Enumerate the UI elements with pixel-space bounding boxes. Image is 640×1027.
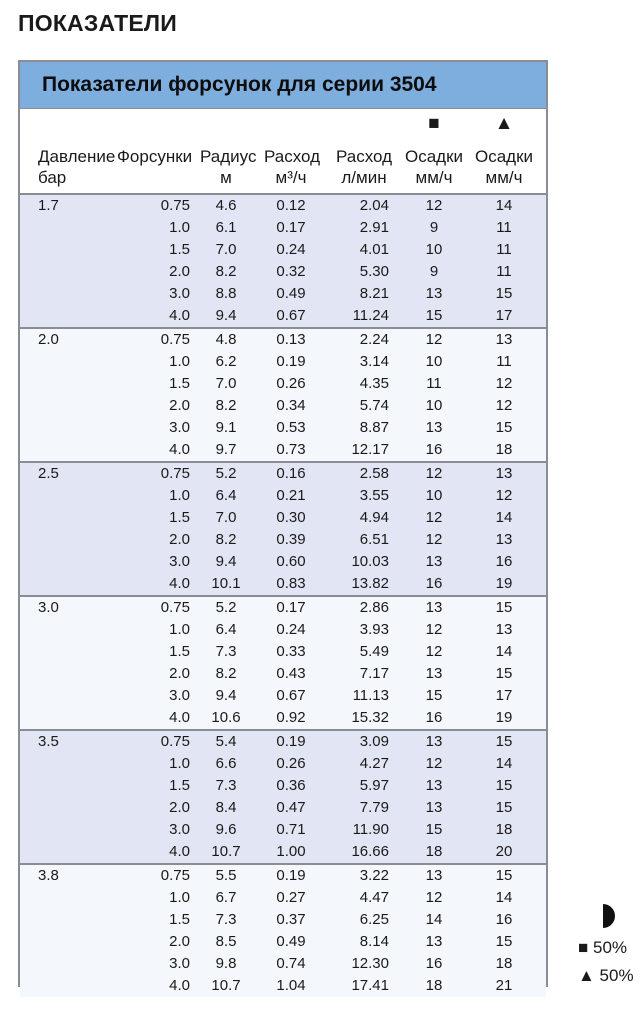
nozzle-performance-table <box>18 60 548 994</box>
cell-flow-l: 11.90 <box>352 821 389 838</box>
cell-nozzle: 1.0 <box>169 621 190 638</box>
cell-precip-square: 13 <box>425 285 443 302</box>
cell-flow-m3: 0.92 <box>276 709 306 726</box>
cell-nozzle: 3.0 <box>169 285 190 302</box>
cell-precip-square: 13 <box>425 419 443 436</box>
cell-flow-m3: 0.17 <box>276 219 306 236</box>
cell-precip-triangle: 13 <box>495 331 513 348</box>
header-flow-m3 <box>264 146 321 188</box>
cell-radius: 8.4 <box>215 799 237 816</box>
cell-precip-square: 18 <box>425 977 443 994</box>
header-radius-label: Радиус <box>200 147 257 166</box>
cell-nozzle: 1.0 <box>169 353 190 370</box>
cell-flow-m3: 1.04 <box>276 977 306 994</box>
table-row <box>20 975 546 997</box>
cell-flow-m3: 0.74 <box>276 955 306 972</box>
cell-precip-square: 15 <box>425 307 443 324</box>
cell-radius: 5.4 <box>215 733 237 750</box>
cell-nozzle: 2.0 <box>169 665 190 682</box>
cell-nozzle: 1.0 <box>169 487 190 504</box>
cell-nozzle: 1.5 <box>169 241 190 258</box>
header-precip-square-label: Осадки <box>404 147 464 166</box>
cell-flow-l: 5.97 <box>359 777 389 794</box>
cell-nozzle: 0.75 <box>160 331 190 348</box>
table-title: Показатели форсунок для серии 3504 <box>20 62 546 109</box>
cell-flow-m3: 0.26 <box>276 755 306 772</box>
cell-precip-triangle: 17 <box>495 687 513 704</box>
cell-flow-m3: 0.32 <box>276 263 306 280</box>
cell-flow-m3: 0.67 <box>276 687 306 704</box>
cell-flow-l: 4.01 <box>359 241 389 258</box>
cell-precip-square: 9 <box>429 219 439 236</box>
cell-flow-l: 13.82 <box>351 575 389 592</box>
cell-nozzle: 1.5 <box>169 375 190 392</box>
cell-precip-triangle: 18 <box>495 441 513 458</box>
half-circle-icon <box>603 904 615 928</box>
cell-precip-square: 10 <box>425 487 443 504</box>
cell-precip-triangle: 11 <box>496 241 512 258</box>
cell-radius: 6.1 <box>215 219 237 236</box>
cell-precip-triangle: 18 <box>495 955 513 972</box>
cell-radius: 9.7 <box>215 441 237 458</box>
triangle-spacing-icon: ▲ <box>494 113 514 134</box>
cell-radius: 6.4 <box>215 487 237 504</box>
cell-precip-triangle: 11 <box>496 263 512 280</box>
cell-flow-l: 8.14 <box>359 933 389 950</box>
cell-flow-m3: 0.16 <box>276 465 306 482</box>
cell-nozzle: 1.0 <box>169 219 190 236</box>
header-pressure <box>38 146 115 188</box>
header-precip-triangle-label: Осадки <box>474 147 534 166</box>
cell-flow-l: 3.09 <box>359 733 389 750</box>
cell-nozzle: 3.0 <box>169 687 190 704</box>
cell-precip-triangle: 15 <box>495 599 513 616</box>
page-title: ПОКАЗАТЕЛИ <box>18 10 178 36</box>
cell-precip-triangle: 13 <box>495 621 513 638</box>
cell-radius: 8.2 <box>215 397 237 414</box>
cell-precip-triangle: 15 <box>495 733 513 750</box>
cell-precip-triangle: 13 <box>495 465 513 482</box>
table-row <box>20 305 546 327</box>
table-row <box>20 217 546 239</box>
table-row <box>20 797 546 819</box>
cell-flow-l: 8.21 <box>359 285 389 302</box>
cell-nozzle: 2.0 <box>169 397 190 414</box>
cell-radius: 5.5 <box>215 867 237 884</box>
cell-radius: 6.6 <box>215 755 237 772</box>
cell-precip-triangle: 16 <box>495 911 513 928</box>
cell-flow-m3: 0.24 <box>276 621 306 638</box>
cell-flow-m3: 0.39 <box>276 531 306 548</box>
cell-radius: 9.4 <box>215 553 237 570</box>
square-spacing-icon: ■ <box>428 113 440 134</box>
cell-flow-l: 2.04 <box>359 197 389 214</box>
cell-radius: 6.2 <box>215 353 237 370</box>
cell-precip-square: 18 <box>425 843 443 860</box>
cell-flow-l: 11.24 <box>352 307 389 324</box>
cell-precip-triangle: 18 <box>495 821 513 838</box>
cell-nozzle: 1.0 <box>169 755 190 772</box>
table-row <box>20 239 546 261</box>
cell-precip-square: 9 <box>429 263 439 280</box>
cell-pressure: 3.0 <box>38 599 59 616</box>
cell-precip-square: 12 <box>425 643 443 660</box>
cell-precip-triangle: 15 <box>495 867 513 884</box>
cell-radius: 8.2 <box>215 665 237 682</box>
cell-flow-l: 2.24 <box>359 331 389 348</box>
cell-flow-m3: 0.33 <box>276 643 306 660</box>
cell-flow-m3: 0.37 <box>276 911 306 928</box>
cell-nozzle: 2.0 <box>169 933 190 950</box>
cell-flow-m3: 0.19 <box>276 733 306 750</box>
cell-precip-triangle: 14 <box>495 509 513 526</box>
cell-radius: 8.8 <box>215 285 237 302</box>
cell-precip-triangle: 16 <box>495 553 513 570</box>
cell-precip-triangle: 12 <box>495 397 513 414</box>
cell-flow-m3: 0.19 <box>276 353 306 370</box>
cell-precip-square: 10 <box>425 241 443 258</box>
cell-flow-m3: 1.00 <box>276 843 306 860</box>
cell-radius: 7.0 <box>215 375 237 392</box>
cell-radius: 7.3 <box>215 911 237 928</box>
header-flow-m3-unit: м³/ч <box>275 168 307 187</box>
table-row <box>20 909 546 931</box>
cell-flow-l: 2.58 <box>359 465 389 482</box>
cell-nozzle: 3.0 <box>169 821 190 838</box>
header-precip-square <box>404 146 464 188</box>
cell-precip-square: 15 <box>425 687 443 704</box>
cell-flow-l: 10.03 <box>351 553 389 570</box>
cell-nozzle: 2.0 <box>169 799 190 816</box>
cell-flow-l: 3.14 <box>359 353 389 370</box>
cell-precip-triangle: 17 <box>495 307 513 324</box>
cell-radius: 7.3 <box>215 777 237 794</box>
cell-radius: 7.3 <box>215 643 237 660</box>
header-radius <box>200 146 257 188</box>
pressure-group <box>20 463 546 597</box>
cell-nozzle: 4.0 <box>169 843 190 860</box>
cell-precip-triangle: 14 <box>495 643 513 660</box>
cell-flow-l: 16.66 <box>351 843 389 860</box>
cell-pressure: 1.7 <box>38 197 59 214</box>
cell-pressure: 3.5 <box>38 733 59 750</box>
cell-flow-m3: 0.53 <box>276 419 306 436</box>
cell-flow-l: 7.79 <box>359 799 389 816</box>
cell-flow-l: 3.93 <box>359 621 389 638</box>
table-row <box>20 685 546 707</box>
table-row <box>20 463 546 485</box>
cell-precip-triangle: 15 <box>495 285 513 302</box>
cell-flow-l: 4.35 <box>359 375 389 392</box>
cell-flow-l: 5.74 <box>359 397 389 414</box>
cell-radius: 9.4 <box>215 307 237 324</box>
cell-radius: 5.2 <box>215 599 237 616</box>
cell-precip-square: 14 <box>425 911 443 928</box>
pressure-group <box>20 597 546 731</box>
header-pressure-label: Давление <box>38 147 116 166</box>
table-row <box>20 351 546 373</box>
cell-precip-triangle: 15 <box>495 419 513 436</box>
cell-nozzle: 4.0 <box>169 709 190 726</box>
cell-flow-l: 5.30 <box>359 263 389 280</box>
cell-precip-square: 10 <box>425 397 443 414</box>
cell-precip-square: 12 <box>425 621 443 638</box>
header-flow-l-unit: л/мин <box>341 168 387 187</box>
cell-flow-m3: 0.49 <box>276 285 306 302</box>
cell-precip-triangle: 14 <box>495 197 513 214</box>
table-row <box>20 417 546 439</box>
cell-radius: 8.2 <box>215 531 237 548</box>
cell-radius: 9.8 <box>215 955 237 972</box>
cell-radius: 4.8 <box>215 331 237 348</box>
cell-precip-triangle: 15 <box>495 799 513 816</box>
cell-flow-l: 17.41 <box>351 977 389 994</box>
table-row <box>20 619 546 641</box>
cell-nozzle: 4.0 <box>169 575 190 592</box>
cell-radius: 10.7 <box>211 977 241 994</box>
cell-flow-m3: 0.47 <box>276 799 306 816</box>
cell-flow-m3: 0.34 <box>276 397 306 414</box>
cell-nozzle: 0.75 <box>160 867 190 884</box>
cell-flow-l: 4.27 <box>359 755 389 772</box>
table-row <box>20 261 546 283</box>
cell-precip-triangle: 11 <box>496 353 512 370</box>
cell-flow-m3: 0.12 <box>276 197 306 214</box>
cell-pressure: 2.0 <box>38 331 59 348</box>
cell-precip-triangle: 12 <box>495 375 513 392</box>
header-flow-l <box>336 146 392 188</box>
cell-radius: 4.6 <box>215 197 237 214</box>
cell-precip-triangle: 14 <box>495 755 513 772</box>
cell-precip-triangle: 15 <box>495 665 513 682</box>
table-row <box>20 819 546 841</box>
cell-pressure: 2.5 <box>38 465 59 482</box>
cell-radius: 5.2 <box>215 465 237 482</box>
cell-precip-triangle: 14 <box>495 889 513 906</box>
cell-flow-l: 4.94 <box>359 509 389 526</box>
cell-flow-l: 8.87 <box>359 419 389 436</box>
table-row <box>20 439 546 461</box>
cell-nozzle: 0.75 <box>160 465 190 482</box>
cell-precip-square: 12 <box>425 465 443 482</box>
cell-precip-square: 13 <box>425 799 443 816</box>
legend-triangle: ▲ 50% <box>578 966 634 985</box>
cell-flow-m3: 0.17 <box>276 599 306 616</box>
cell-flow-l: 3.55 <box>359 487 389 504</box>
cell-nozzle: 1.5 <box>169 911 190 928</box>
cell-flow-l: 6.51 <box>359 531 389 548</box>
table-row <box>20 865 546 887</box>
header-flow-m3-label: Расход <box>264 147 321 166</box>
cell-pressure: 3.8 <box>38 867 59 884</box>
table-row <box>20 507 546 529</box>
table-row <box>20 931 546 953</box>
table-row <box>20 753 546 775</box>
cell-nozzle: 1.5 <box>169 643 190 660</box>
table-row <box>20 775 546 797</box>
table-row <box>20 597 546 619</box>
legend-square: ■ 50% <box>578 938 628 957</box>
cell-precip-square: 13 <box>425 867 443 884</box>
cell-flow-l: 15.32 <box>351 709 389 726</box>
cell-precip-square: 12 <box>425 509 443 526</box>
header-radius-unit: м <box>220 168 232 187</box>
cell-radius: 8.5 <box>215 933 237 950</box>
cell-nozzle: 0.75 <box>160 197 190 214</box>
cell-radius: 10.6 <box>211 709 241 726</box>
cell-nozzle: 4.0 <box>169 977 190 994</box>
cell-precip-square: 13 <box>425 553 443 570</box>
table-row <box>20 551 546 573</box>
cell-precip-square: 12 <box>425 331 443 348</box>
table-row <box>20 641 546 663</box>
cell-precip-triangle: 12 <box>495 487 513 504</box>
cell-precip-square: 13 <box>425 599 443 616</box>
cell-flow-l: 2.86 <box>359 599 389 616</box>
cell-flow-m3: 0.60 <box>276 553 306 570</box>
cell-flow-l: 5.49 <box>359 643 389 660</box>
cell-precip-square: 12 <box>425 531 443 548</box>
pressure-group <box>20 329 546 463</box>
cell-precip-triangle: 21 <box>495 977 513 994</box>
table-body <box>20 195 546 997</box>
cell-flow-l: 7.17 <box>359 665 389 682</box>
header-precip-triangle <box>474 146 534 188</box>
cell-radius: 10.1 <box>211 575 241 592</box>
cell-flow-m3: 0.21 <box>276 487 306 504</box>
cell-radius: 8.2 <box>215 263 237 280</box>
cell-precip-square: 15 <box>425 821 443 838</box>
cell-nozzle: 3.0 <box>169 419 190 436</box>
cell-precip-triangle: 15 <box>495 777 513 794</box>
cell-precip-square: 16 <box>425 709 443 726</box>
table-row <box>20 283 546 305</box>
table-row <box>20 841 546 863</box>
table-row <box>20 707 546 729</box>
table-row <box>20 529 546 551</box>
table-row <box>20 887 546 909</box>
table-row <box>20 373 546 395</box>
cell-nozzle: 1.5 <box>169 509 190 526</box>
cell-nozzle: 0.75 <box>160 599 190 616</box>
cell-precip-triangle: 19 <box>495 575 513 592</box>
cell-flow-m3: 0.67 <box>276 307 306 324</box>
cell-flow-m3: 0.73 <box>276 441 306 458</box>
pressure-group <box>20 195 546 329</box>
cell-nozzle: 4.0 <box>169 307 190 324</box>
cell-flow-m3: 0.71 <box>276 821 306 838</box>
cell-flow-l: 6.25 <box>359 911 389 928</box>
cell-precip-square: 10 <box>425 353 443 370</box>
cell-flow-l: 12.17 <box>351 441 389 458</box>
cell-radius: 6.7 <box>215 889 237 906</box>
cell-nozzle: 3.0 <box>169 553 190 570</box>
cell-nozzle: 1.0 <box>169 889 190 906</box>
cell-precip-square: 16 <box>425 575 443 592</box>
cell-precip-square: 11 <box>426 375 442 392</box>
header-flow-l-label: Расход <box>336 147 393 166</box>
cell-radius: 9.1 <box>215 419 237 436</box>
header-precip-square-unit: мм/ч <box>415 168 453 187</box>
cell-radius: 7.0 <box>215 241 237 258</box>
cell-radius: 7.0 <box>215 509 237 526</box>
table-row <box>20 663 546 685</box>
cell-precip-square: 16 <box>425 441 443 458</box>
table-row <box>20 395 546 417</box>
cell-flow-m3: 0.24 <box>276 241 306 258</box>
cell-flow-m3: 0.36 <box>276 777 306 794</box>
cell-nozzle: 0.75 <box>160 733 190 750</box>
header-pressure-unit: бар <box>38 168 67 187</box>
pressure-group <box>20 865 546 997</box>
cell-nozzle: 2.0 <box>169 263 190 280</box>
cell-precip-square: 13 <box>425 665 443 682</box>
cell-radius: 9.4 <box>215 687 237 704</box>
table-row <box>20 573 546 595</box>
table-header-row <box>20 109 546 195</box>
cell-precip-triangle: 13 <box>495 531 513 548</box>
header-nozzles: Форсунки <box>117 147 193 166</box>
cell-precip-triangle: 20 <box>495 843 513 860</box>
table-row <box>20 731 546 753</box>
cell-flow-m3: 0.13 <box>276 331 306 348</box>
pressure-group <box>20 731 546 865</box>
cell-flow-l: 3.22 <box>359 867 389 884</box>
cell-nozzle: 4.0 <box>169 441 190 458</box>
cell-flow-m3: 0.19 <box>276 867 306 884</box>
cell-flow-m3: 0.27 <box>276 889 306 906</box>
cell-precip-square: 12 <box>425 197 443 214</box>
cell-flow-m3: 0.43 <box>276 665 306 682</box>
table-row <box>20 329 546 351</box>
cell-precip-triangle: 15 <box>495 933 513 950</box>
header-precip-triangle-unit: мм/ч <box>485 168 523 187</box>
cell-flow-m3: 0.30 <box>276 509 306 526</box>
cell-precip-square: 13 <box>425 777 443 794</box>
cell-flow-m3: 0.26 <box>276 375 306 392</box>
table-row <box>20 195 546 217</box>
cell-precip-square: 13 <box>425 933 443 950</box>
cell-radius: 10.7 <box>211 843 241 860</box>
cell-precip-square: 13 <box>425 733 443 750</box>
cell-radius: 6.4 <box>215 621 237 638</box>
cell-flow-l: 2.91 <box>359 219 389 236</box>
cell-precip-square: 16 <box>425 955 443 972</box>
cell-precip-square: 12 <box>425 889 443 906</box>
cell-nozzle: 3.0 <box>169 955 190 972</box>
cell-flow-l: 11.13 <box>352 687 389 704</box>
cell-nozzle: 2.0 <box>169 531 190 548</box>
table-row <box>20 485 546 507</box>
cell-precip-square: 12 <box>425 755 443 772</box>
cell-flow-l: 12.30 <box>351 955 389 972</box>
cell-precip-triangle: 19 <box>495 709 513 726</box>
cell-flow-m3: 0.83 <box>276 575 306 592</box>
cell-flow-l: 4.47 <box>359 889 389 906</box>
cell-radius: 9.6 <box>215 821 237 838</box>
cell-nozzle: 1.5 <box>169 777 190 794</box>
cell-precip-triangle: 11 <box>496 219 512 236</box>
table-row <box>20 953 546 975</box>
cell-flow-m3: 0.49 <box>276 933 306 950</box>
